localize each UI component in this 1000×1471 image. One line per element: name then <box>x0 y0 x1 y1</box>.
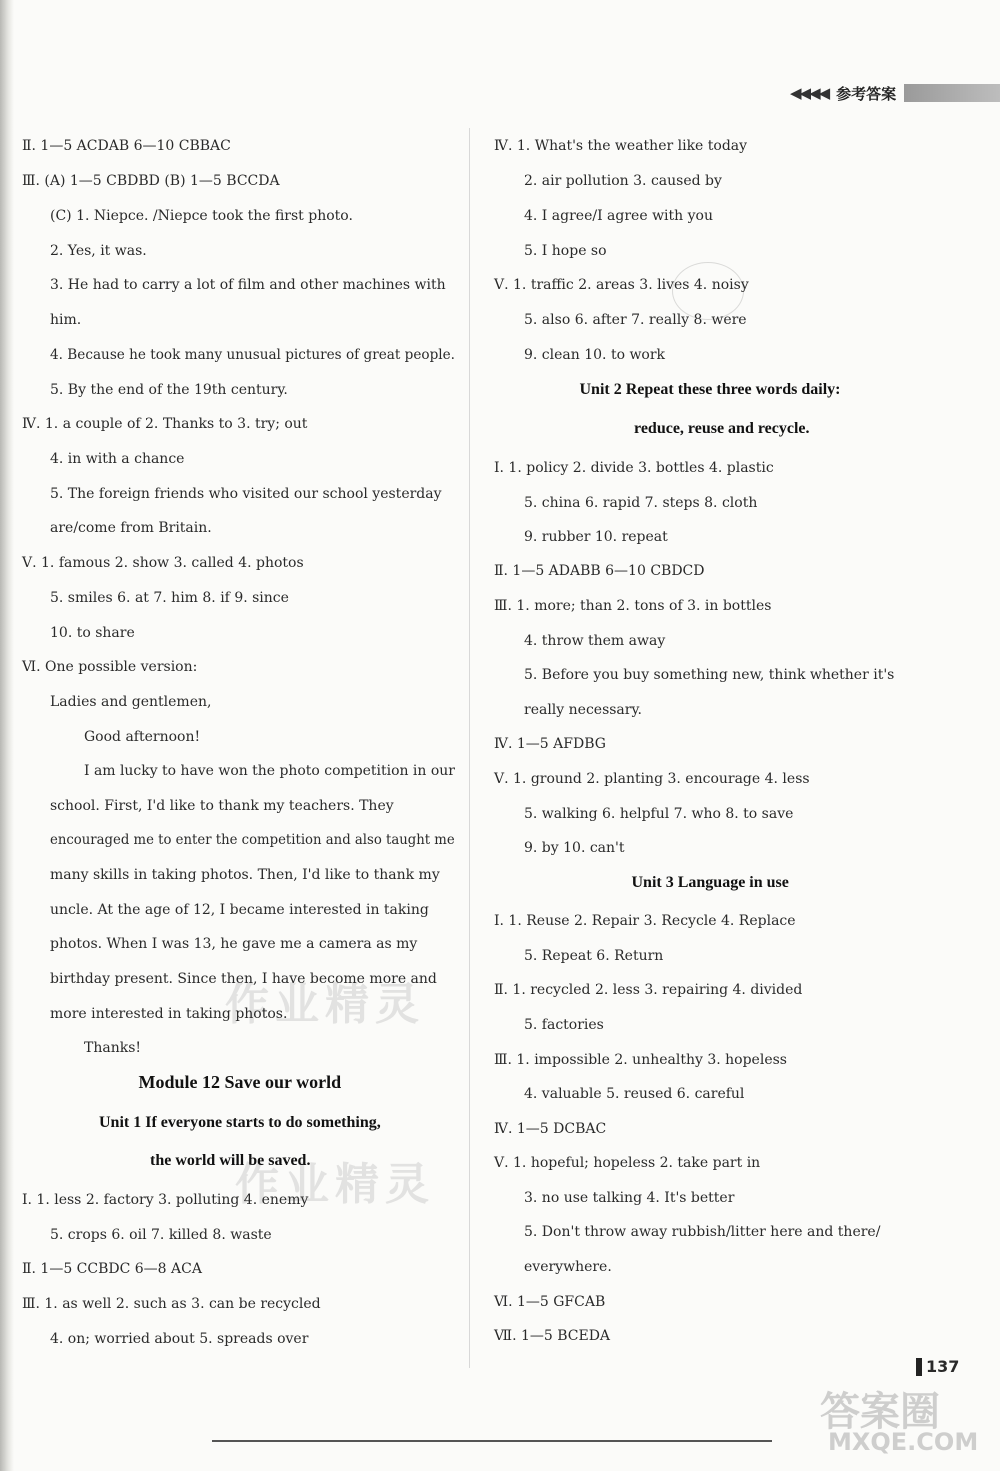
answer-line: Ⅳ. 1. What's the weather like today <box>494 138 748 154</box>
corner-logo: 答案圈 <box>820 1389 940 1435</box>
answer-line: 4. throw them away <box>524 633 666 649</box>
answer-line: 9. clean 10. to work <box>524 347 666 363</box>
answer-line: Ⅲ. 1. more; than 2. tons of 3. in bottles <box>494 598 772 614</box>
section-heading: Unit 3 Language in use <box>631 874 789 891</box>
column-divider <box>469 128 470 1368</box>
answer-line: Ⅵ. 1—5 GFCAB <box>494 1294 606 1310</box>
answer-line: 4. valuable 5. reused 6. careful <box>524 1086 745 1102</box>
answer-line: 5. Before you buy something new, think whether it's <box>524 667 895 683</box>
section-heading: Module 12 Save our world <box>138 1072 342 1092</box>
answer-line: 5. crops 6. oil 7. killed 8. waste <box>50 1227 272 1243</box>
answer-line: Ⅴ. 1. hopeful; hopeless 2. take part in <box>494 1155 761 1171</box>
answer-line: (C) 1. Niepce. /Niepce took the first photo. <box>50 208 353 224</box>
header-band <box>904 84 1000 102</box>
answer-line: Ⅶ. 1—5 BCEDA <box>494 1328 611 1344</box>
answer-line: Ⅰ. 1. Reuse 2. Repair 3. Recycle 4. Replace <box>494 913 796 929</box>
arrows-icon: ◀◀◀◀ <box>790 84 829 102</box>
answer-line: 3. He had to carry a lot of film and other machines with <box>50 277 446 293</box>
answer-line: Ⅲ. (A) 1—5 CBDBD (B) 1—5 BCCDA <box>22 173 280 189</box>
answer-line: Ⅱ. 1—5 ACDAB 6—10 CBBAC <box>22 138 231 154</box>
answer-line: 4. Because he took many unusual pictures of great people. <box>50 347 456 363</box>
answer-line: 5. By the end of the 19th century. <box>50 382 288 398</box>
section-heading: reduce, reuse and recycle. <box>634 420 810 437</box>
answer-line: Thanks! <box>84 1040 142 1056</box>
watermark-bottom: 作业精灵 <box>235 1159 435 1210</box>
answer-line: Ⅴ. 1. famous 2. show 3. called 4. photos <box>22 555 304 571</box>
answer-line: school. First, I'd like to thank my teachers. They <box>50 798 394 814</box>
answer-line: him. <box>50 312 82 328</box>
answer-line: really necessary. <box>524 702 642 718</box>
answer-line: Ⅰ. 1. less 2. factory 3. polluting 4. enemy <box>22 1192 309 1208</box>
answer-line: Ⅲ. 1. impossible 2. unhealthy 3. hopeless <box>494 1052 787 1068</box>
answer-line: Ⅱ. 1—5 ADABB 6—10 CBDCD <box>494 563 705 579</box>
answer-line: more interested in taking photos. <box>50 1006 288 1022</box>
answer-line: photos. When I was 13, he gave me a camera as my <box>50 936 418 952</box>
answer-line: are/come from Britain. <box>50 520 212 536</box>
answer-line: Ⅳ. 1—5 DCBAC <box>494 1121 607 1137</box>
answer-line: uncle. At the age of 12, I became interested in taking <box>50 902 429 918</box>
answer-line: Ⅳ. 1. a couple of 2. Thanks to 3. try; out <box>22 416 308 432</box>
answer-line: 5. Repeat 6. Return <box>524 948 664 964</box>
answer-line: 4. I agree/I agree with you <box>524 208 713 224</box>
answer-line: Ⅴ. 1. traffic 2. areas 3. lives 4. noisy <box>494 277 749 293</box>
answer-line: 9. rubber 10. repeat <box>524 529 668 545</box>
answer-line: 3. no use talking 4. It's better <box>524 1190 735 1206</box>
answer-line: 5. Don't throw away rubbish/litter here and there/ <box>524 1224 881 1240</box>
corner-url: MXQE.COM <box>828 1428 979 1456</box>
answer-line: 5. The foreign friends who visited our school yesterday <box>50 486 442 502</box>
answer-line: Ⅰ. 1. policy 2. divide 3. bottles 4. plastic <box>494 460 774 476</box>
answer-line: 5. factories <box>524 1017 604 1033</box>
answer-line: 9. by 10. can't <box>524 840 625 856</box>
answer-line: many skills in taking photos. Then, I'd like to thank my <box>50 867 440 883</box>
answer-line: everywhere. <box>524 1259 612 1275</box>
page-header <box>790 82 1000 104</box>
answer-line: 5. I hope so <box>524 243 607 259</box>
answer-line: I am lucky to have won the photo competition in our <box>84 763 455 779</box>
watermark-top: 作业精灵 <box>225 979 425 1030</box>
section-heading: the world will be saved. <box>150 1152 311 1169</box>
answer-line: 2. air pollution 3. caused by <box>524 173 722 189</box>
answer-line: Ⅲ. 1. as well 2. such as 3. can be recycled <box>22 1296 321 1312</box>
answer-line: Ⅱ. 1. recycled 2. less 3. repairing 4. divided <box>494 982 803 998</box>
answer-line: 4. in with a chance <box>50 451 185 467</box>
answer-line: Good afternoon! <box>84 729 201 745</box>
answer-line: Ⅵ. One possible version: <box>22 659 198 675</box>
answer-line: encouraged me to enter the competition and also taught me <box>50 832 455 848</box>
header-title: 参考答案 <box>836 84 897 103</box>
answer-line: Ⅱ. 1—5 CCBDC 6—8 ACA <box>22 1261 202 1277</box>
answer-line: 5. walking 6. helpful 7. who 8. to save <box>524 806 794 822</box>
answer-line: 10. to share <box>50 625 135 641</box>
answer-line: Ⅳ. 1—5 AFDBG <box>494 736 606 752</box>
answer-line: 2. Yes, it was. <box>50 243 147 259</box>
answer-line: 5. smiles 6. at 7. him 8. if 9. since <box>50 590 289 606</box>
footer-rule <box>212 1440 772 1442</box>
answer-line: birthday present. Since then, I have become more and <box>50 971 437 987</box>
answer-line: Ladies and gentlemen, <box>50 694 212 710</box>
answer-line: Ⅴ. 1. ground 2. planting 3. encourage 4. less <box>494 771 810 787</box>
page-number: 137 <box>916 1358 959 1376</box>
page-edge-shadow <box>0 0 14 1471</box>
answer-line: 5. china 6. rapid 7. steps 8. cloth <box>524 495 758 511</box>
answer-line: 5. also 6. after 7. really 8. were <box>524 312 747 328</box>
section-heading: Unit 2 Repeat these three words daily: <box>579 381 841 398</box>
answer-line: 4. on; worried about 5. spreads over <box>50 1331 309 1347</box>
section-heading: Unit 1 If everyone starts to do something, <box>99 1114 381 1131</box>
